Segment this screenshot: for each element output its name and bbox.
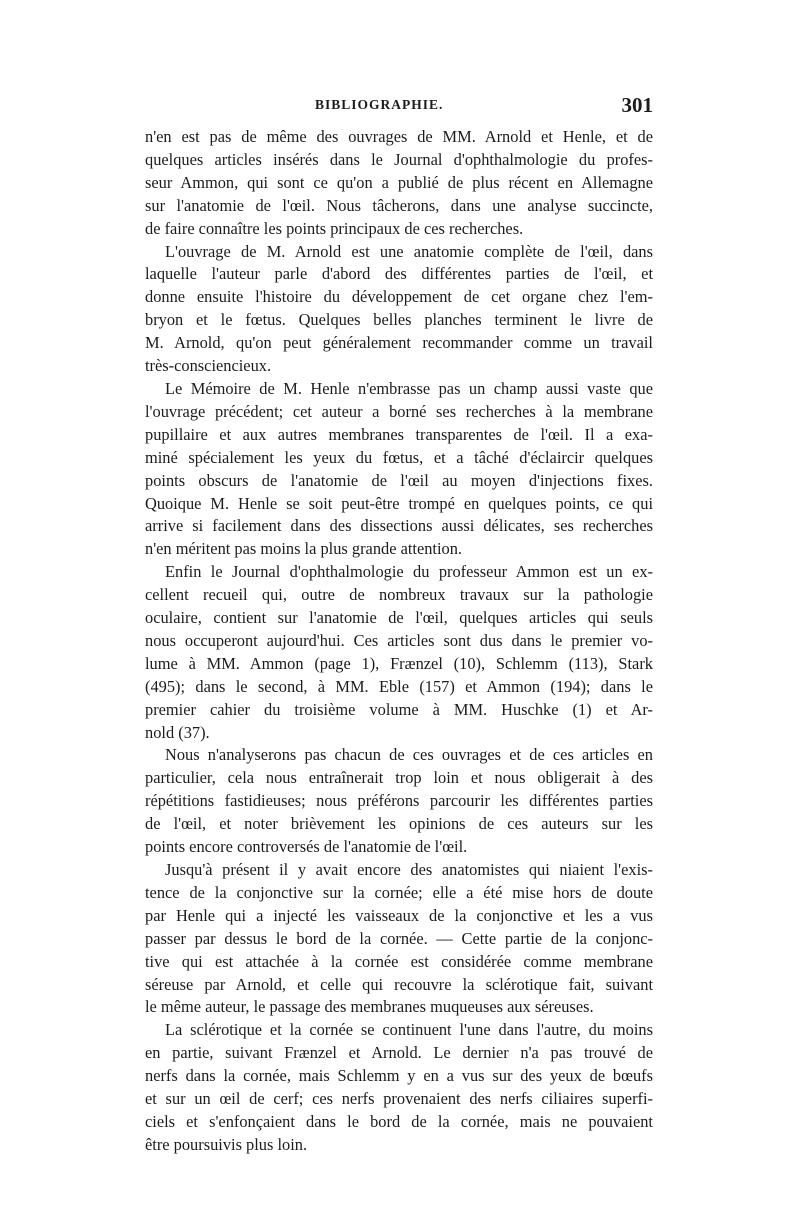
text-line: très-consciencieux. <box>145 356 272 376</box>
text-line: n'en est pas de même des ouvrages de MM. Arnold et Henle, et de <box>145 127 653 146</box>
text-line: par Henle qui a injecté les vaisseaux de la conjonctive et les a vus <box>145 905 653 925</box>
text-line: être poursuivis plus loin. <box>145 1134 308 1154</box>
text-line: passer par dessus le bord de la cornée. — Cette partie de la conjonc- <box>145 928 653 948</box>
text-line: (495); dans le second, à MM. Eble (157) et Ammon (194); dans le <box>145 676 653 696</box>
text-line: quelques articles insérés dans le Journal d'ophthalmologie du profes- <box>145 149 653 169</box>
text-line: le même auteur, le passage des membranes muqueuses aux séreuses. <box>145 997 594 1017</box>
text-line: particulier, cela nous entraînerait trop loin et nous obligerait à des <box>145 768 653 788</box>
text-line: ciels et s'enfonçaient dans le bord de la cornée, mais ne pouvaient <box>145 1111 653 1131</box>
text-line: n'en méritent pas moins la plus grande attention. <box>145 539 463 559</box>
text-line: La sclérotique et la cornée se continuent l'une dans l'autre, du moins <box>165 1020 653 1040</box>
text-line: oculaire, contient sur l'anatomie de l'œil, quelques articles qui seuls <box>145 608 653 628</box>
text-line: Quoique M. Henle se soit peut-être trompé en quelques points, ce qui <box>145 493 653 513</box>
text-line: M. Arnold, qu'on peut généralement recommander comme un travail <box>145 333 653 353</box>
text-line: nous occuperont aujourd'hui. Ces articles sont dus dans le premier vo- <box>145 630 653 650</box>
text-line: cellent recueil qui, outre de nombreux travaux sur la pathologie <box>145 585 653 605</box>
text-line: Jusqu'à présent il y avait encore des anatomistes qui niaient l'exis- <box>165 860 653 879</box>
text-line: sur l'anatomie de l'œil. Nous tâcherons, dans une analyse succincte, <box>145 195 653 215</box>
text-line: premier cahier du troisième volume à MM. Huschke (1) et Ar- <box>145 699 653 719</box>
text-line: en partie, suivant Frænzel et Arnold. Le dernier n'a pas trouvé de <box>145 1043 653 1063</box>
text-line: lume à MM. Ammon (page 1), Frænzel (10), Schlemm (113), Stark <box>145 653 653 673</box>
body-text <box>145 126 653 1157</box>
text-line: l'ouvrage précédent; cet auteur a borné ses recherches à la membrane <box>145 401 653 421</box>
text-line: et sur un œil de cerf; ces nerfs provenaient des nerfs ciliaires superfi- <box>145 1089 653 1109</box>
text-line: Enfin le Journal d'ophthalmologie du professeur Ammon est un ex- <box>165 562 653 582</box>
page-header <box>145 95 653 119</box>
text-line: de faire connaître les points principaux de ces recherches. <box>145 218 524 238</box>
text-line: points obscurs de l'anatomie de l'œil au moyen d'injections fixes. <box>145 470 653 490</box>
text-line: miné spécialement les yeux du fœtus, et a tâché d'éclaircir quelques <box>145 447 653 467</box>
text-line: nerfs dans la cornée, mais Schlemm y en a vus sur des yeux de bœufs <box>145 1066 653 1086</box>
text-line: répétitions fastidieuses; nous préférons parcourir les différentes parties <box>145 791 653 811</box>
text-line: Le Mémoire de M. Henle n'embrasse pas un champ aussi vaste que <box>165 378 653 398</box>
text-line: bryon et le fœtus. Quelques belles planches terminent le livre de <box>145 310 653 330</box>
text-line: donne ensuite l'histoire du développement de cet organe chez l'em- <box>145 287 653 307</box>
text-line: laquelle l'auteur parle d'abord des différentes parties de l'œil, et <box>145 264 653 284</box>
text-line: tive qui est attachée à la cornée est considérée comme membrane <box>145 951 653 971</box>
text-line: nold (37). <box>145 722 210 742</box>
text-line: tence de la conjonctive sur la cornée; elle a été mise hors de doute <box>145 882 653 902</box>
text-line: points encore controversés de l'anatomie de l'œil. <box>145 837 468 857</box>
running-title: BIBLIOGRAPHIE. <box>315 97 444 112</box>
text-line: L'ouvrage de M. Arnold est une anatomie complète de l'œil, dans <box>165 241 653 261</box>
text-line: Nous n'analyserons pas chacun de ces ouvrages et de ces articles en <box>165 745 653 765</box>
text-line: pupillaire et aux autres membranes transparentes de l'œil. Il a exa- <box>145 424 653 444</box>
page-number: 301 <box>621 93 653 117</box>
text-line: arrive si facilement dans des dissections aussi délicates, ses recherches <box>145 516 653 536</box>
text-line: de l'œil, et noter brièvement les opinions de ces auteurs sur les <box>145 814 653 834</box>
text-line: séreuse par Arnold, et celle qui recouvre la sclérotique fait, suivant <box>145 974 653 994</box>
text-line: seur Ammon, qui sont ce qu'on a publié de plus récent en Allemagne <box>145 172 653 192</box>
